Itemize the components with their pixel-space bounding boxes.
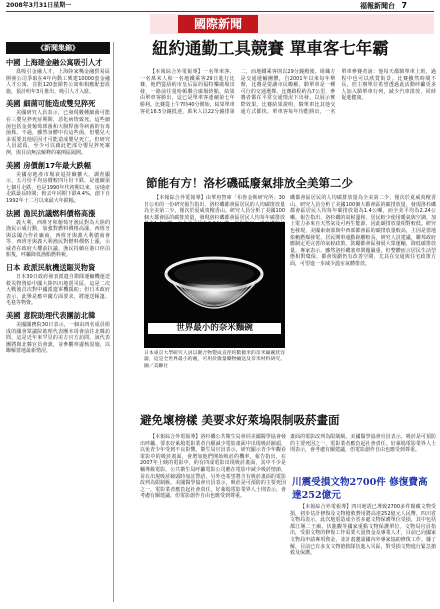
news-digest-item-region: 美國 bbox=[6, 160, 21, 170]
news-digest-item-title bbox=[6, 311, 110, 320]
news-digest-header bbox=[6, 42, 110, 54]
photo-caption-body-text: 日本東京大學研究人員以聚合物製成直徑約數微米的奈米級碗狀容器，這是全世界最小的碗，可用於微量藥物輸送及奈米材料研究。圖／美聯社 bbox=[144, 351, 285, 369]
news-digest-item bbox=[6, 58, 110, 95]
news-digest-item-title bbox=[6, 161, 110, 170]
publication-name: 福報新聞台 bbox=[360, 2, 395, 10]
news-digest-item-body: 爲吸引金融人才，上海陸家嘴金融貿易區開發公司爭取在4年內動工興建10000套金融人才公寓，首批120套銷售公寓和相應配套設施，預計明年3月推出，吸引人才入駐。 bbox=[6, 69, 110, 95]
story3-headline: 避免壞榜樣 美要求好萊塢限制吸菸畫面 bbox=[140, 413, 340, 427]
section-label bbox=[178, 15, 258, 33]
story4-body-text: 【本報綜合外電報導】四川地震已導致2700多件館藏文物受損，初步估計修復及文物搶救費用將高達252億元人民幣。四川省文物局表示，此次地震造成全省多處文物保護單位受損，其中包括都江堰二王廟、伏龍觀等國家重點文物保護單位。文物局官員指出，受損文物的修復工作需要大量資金及專業人才，目前已向國家文物局申請專項資金，並計畫邀請國內外專家協助修復工作。據了解，目前已有多支文物搶救隊伍進入災區，對受損文物進行緊急搶救及保護。 bbox=[290, 504, 436, 557]
story2-headline: 節能有方！洛杉磯砥廢氣排放全美第二少 bbox=[146, 176, 353, 190]
story3-body-text: 【本報綜合外電報導】洛杉磯公共衛生局會同美國醫學協會發出呼籲，要求好萊塢電影業者自願減少電影畫面中出現吸菸鏡頭，以免青少年受到不良影響。衛生局官員表示，研究顯示青少年觀看電影中的吸菸畫面，會增加他們開始吸菸的機率。報告指出，在2007年上映的電影中，約有四成電影出現吸菸畫面，其中不少是輔導級電影。公共衛生局呼籲電影公司應在電影中減少吸菸情節，並在出現吸菸鏡頭時加註警語，另外也希望將含有吸菸畫面的電影改列為限制級。美國醫學協會官員表示，吸菸是可預防的主要死因之一，電影業者應負起社會責任。好萊塢電影業界人士則表示，會考慮有關建議，但電影創作自由也應受到尊重。 bbox=[140, 434, 286, 500]
story3-body-text-continued: 畫面的電影改列為限制級。美國醫學協會官員表示，吸菸是可預防的主要死因之一，電影業者應負起社會責任。好萊塢電影業界人士則表示，會考慮有關建議，但電影創作自由也應受到尊重。 bbox=[290, 434, 436, 454]
story4-headline bbox=[292, 476, 436, 502]
story3-body-right bbox=[290, 434, 436, 472]
masthead-publication bbox=[360, 1, 407, 11]
news-digest-column bbox=[6, 42, 110, 605]
photo-caption-title: 世界最小的奈米麵碗 bbox=[148, 323, 281, 334]
news-digest-item-body: 美國國務院30日表示，一個由四名成員組成的國會眾議院助理代表團本周會前往北韓訪問，這是近年來罕見的美方官方訪問。該代表團將與北韓官員會談，並參觀寧邊核設施，以瞭解當地最新情況。 bbox=[6, 322, 110, 355]
news-digest-item bbox=[6, 311, 110, 355]
news-digest-item-body: 義大利、西班牙和葡萄牙漁民對為大陸的漁民示威行動，加強對燃料價格高漲，西班牙與法國合作社廠商，西班牙與義大利總商會等，西班牙與義大利漁民對燃料價格上漲，示威者在政府大樓前抗議，漁民持續在港口停泊船隻，呼籲降低漁船燃料稅。 bbox=[6, 219, 110, 259]
news-digest-item bbox=[6, 263, 110, 307]
news-digest-item-title bbox=[6, 58, 110, 67]
news-digest-item bbox=[6, 209, 110, 260]
masthead-rule bbox=[6, 11, 434, 12]
news-digest-item-title bbox=[6, 209, 110, 218]
news-digest-item-title bbox=[6, 263, 110, 272]
news-digest-item bbox=[6, 99, 110, 156]
photo-caption-body bbox=[144, 351, 285, 407]
news-digest-list bbox=[6, 58, 110, 355]
news-digest-item-body: 日本30日政府發表派遣自衛隊運輸機運送救災物資給中國大陸四川地震災區，這是二次大戰後首次對中國派遣軍機援助；但日本政府表示，此舉是應中國方面要求，將運送帳篷、毛毯等物資。 bbox=[6, 274, 110, 307]
news-digest-header-text: 《新聞集錦》 bbox=[37, 44, 79, 52]
page-number: 7 bbox=[401, 1, 408, 10]
news-digest-item-body: 美國房地產市場衰退持續擴大，調查顯示，五月份平均房價較四月份下跌，是連續第七個月走跌，也是1990年代初期以來，房地產走跌最長時間；較去年同期下跌4.4%，創下自1992年十二月以來最大年跌幅。 bbox=[6, 171, 110, 204]
news-digest-item-headline: 漁民抗議燃料價格高漲 bbox=[23, 208, 96, 218]
news-digest-item-headline: 房價創17年最大跌幅 bbox=[23, 160, 91, 170]
story2-body-right bbox=[290, 195, 436, 410]
story2-body-text: 【本報綜合外電報導】由華府智庫「布魯金斯研究所」30日公布的一份研究報告指出，洛杉磯都會區居民的人均碳排放量為全美第二少，僅次於夏威夷檀香山。研究人員分析了美國100個大都會區的碳排放量，發現洛杉磯都會區居民人均每年碳排放 bbox=[144, 195, 285, 221]
news-digest-item-headline: 意院助理代表團訪北韓 bbox=[23, 311, 96, 321]
story1-headline: 紐約通勤工具競賽 單車客七年霸 bbox=[152, 39, 389, 58]
story4-body bbox=[290, 504, 436, 605]
news-digest-item-region: 日本 bbox=[6, 263, 21, 273]
column-divider bbox=[113, 42, 114, 602]
news-digest-item-region: 法國 bbox=[6, 208, 21, 218]
news-digest-item-region: 中國 bbox=[6, 58, 21, 67]
story2-body-text-continued: 磯都會區居民的人均碳排放量為全美第二少，僅次於夏威夷檀香山。研究人員分析了美國100個大都會區的碳排放量，發現洛杉磯都會區居民人均每年碳排放量為1.4公噸，而全美平均為2.24公噸。報告指出，洛杉磯的氣候溫和，居民較少使用暖氣與空調，加上電力多來自天然氣及可再生能源，因此碳排放量相對較低。研究也發現，美國東南部與中西部都會區的碳排放量較高，主因是當地依賴燃煤發電，居民開車通勤距離較長。研究人員建議，聯邦政府應制定更完善的氣候政策，鼓勵都會區發展大眾運輸，降低碳排放量。專家表示，雖然洛杉磯塞車問題嚴重，但整體而言居民生活型態相對環保，都會規劃仍有改善空間，尤其在交通與住宅政策方面，可望進一步減少溫室氣體排放。 bbox=[290, 195, 436, 267]
story1-body bbox=[140, 69, 436, 170]
story2-body-left bbox=[144, 195, 285, 221]
news-digest-item-headline: 政派民航機送賑災物資 bbox=[23, 263, 96, 273]
news-digest-item-headline: 上海建金融公寓吸引人才 bbox=[23, 58, 103, 67]
news-digest-item-title bbox=[6, 99, 110, 108]
story4-headline-text: 川震受損文物2700件 修復費高達252億元 bbox=[292, 477, 428, 501]
news-digest-item-region: 美國 bbox=[6, 311, 21, 321]
news-digest-item-region: 美國 bbox=[6, 99, 21, 109]
masthead-date: 2008年3月31日星期一 bbox=[6, 2, 72, 9]
news-digest-item-headline: 細菌可能造成雙兒猝死 bbox=[23, 99, 96, 109]
news-digest-item-body: 美國研究人員表示，已發現數種細菌可能在三嬰兒猝死症期間，惡化病情致死。這些細菌包括金黃葡萄球菌和大腸桿菌等病菌的有毒菌株。不過，雖然身體中有這些菌，但嬰兒大多需要其他原因才可能造成嬰兒死亡。但研究人員認爲，至少可以藉此把部分嬰兒猝死案例，與目前無法解釋的案例區隔開。 bbox=[6, 110, 110, 156]
section-label-text: 國際新聞 bbox=[193, 17, 242, 31]
story1-body-text: 【本報綜合外電報導】一名單車客、一名萬米人和一名地鐵乘客29日進行比賽，他們從紐約市皇后區的福特樂廣場出發，一路前往曼哈頓聯合廣場終點，結果由單車客勝出，這已是單車客連續第七年勝利。比賽從上午7時40分開始，結果單車客花16.5分鐘抵達，萬米人以22分鐘排第二，而地鐵乘客則以29分鐘殿後。組織方是交通運輸團體，自2001年以來每年舉辦，比賽是要讓市民瞭解，騎單車是一種可行的交通選擇。比賽路程約為7公里，參賽者都在平常交通情況下出發，以展示實際效果。比賽結果證明，騎單車比其他交通方式都快。單車客每年均能勝出，一名單車參賽者說：他每天都騎單車上班，過程中也可以欣賞街景。比賽雖然時間不長，但主辦單位希望透過此活動呼籲更多人加入騎單車行列，減少汽車排放，同時促進健康。 bbox=[140, 69, 436, 115]
story3-body-left bbox=[140, 434, 286, 605]
news-digest-item bbox=[6, 161, 110, 205]
